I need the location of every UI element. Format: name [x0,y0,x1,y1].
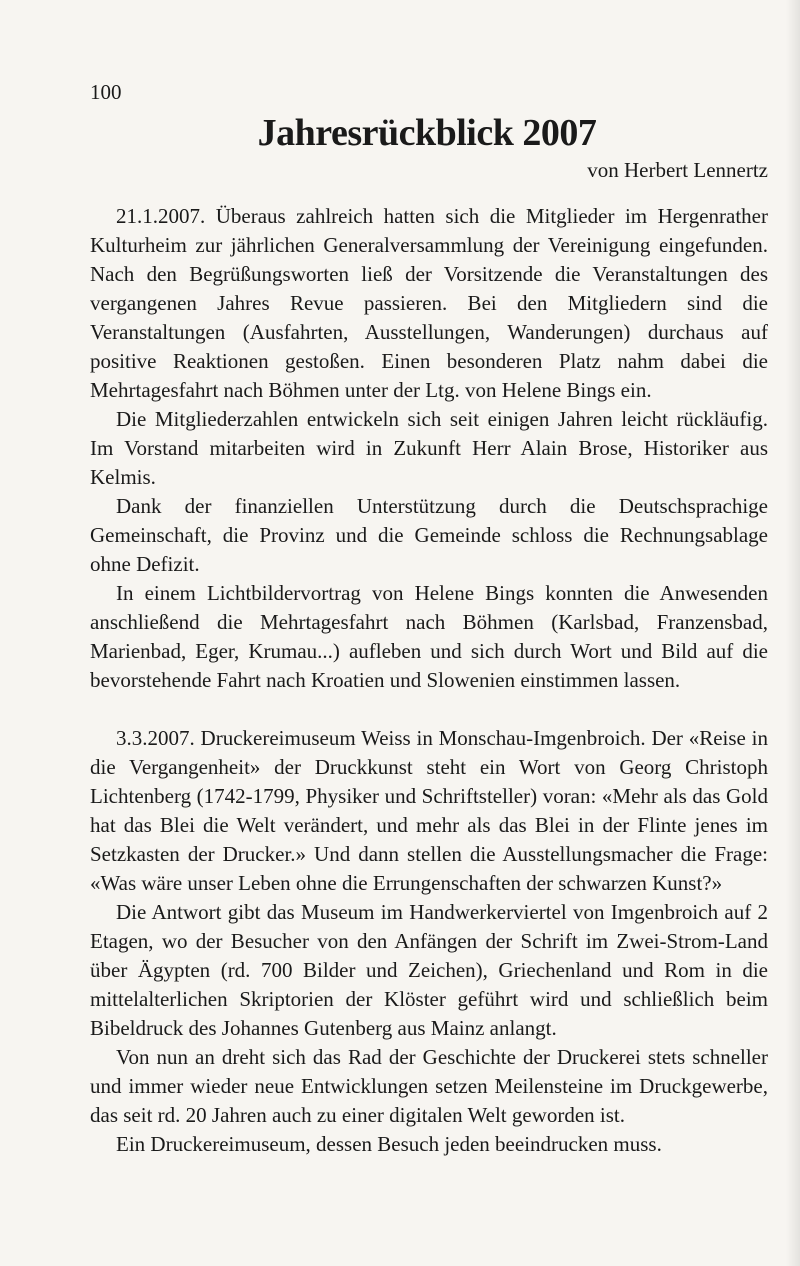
page-edge-shadow [786,0,800,1266]
paragraph: Von nun an dreht sich das Rad der Geschichte der Druckerei stets schneller und immer wieder neue Entwicklungen setzen Meilensteine im Druckgewerbe, das seit rd. 20 Jahren auch zu einer digitalen Welt geworden ist. [90,1045,768,1127]
article-body [90,202,768,1159]
paragraph: In einem Lichtbildervortrag von Helene Bings konnten die Anwesenden anschließend die Mehrtagesfahrt nach Böhmen (Karlsbad, Franzensbad, Marienbad, Eger, Krumau...) aufleben und sich durch Wort und Bild auf die bevorstehende Fahrt nach Kroatien und Slowenien einstimmen lassen. [90,581,768,692]
paragraph: Dank der finanziellen Unterstützung durch die Deutschsprachige Gemeinschaft, die Provinz und die Gemeinde schloss die Rechnungsablage ohne Defizit. [90,494,768,576]
paragraph: 3.3.2007. Druckereimuseum Weiss in Monschau-Imgenbroich. Der «Reise in die Vergangenheit» der Druckkunst steht ein Wort von Georg Christoph Lichtenberg (1742-1799, Physiker und Schriftsteller) voran: «Mehr als das Gold hat das Blei die Welt verändert, und mehr als das Blei in der Flinte jenes im Setzkasten der Drucker.» Und dann stellen die Ausstellungsmacher die Frage: «Was wäre unser Leben ohne die Errungenschaften der schwarzen Kunst?» [90,726,768,895]
page-number: 100 [90,80,122,104]
paragraph: Die Antwort gibt das Museum im Handwerkerviertel von Imgenbroich auf 2 Etagen, wo der Besucher von den Anfängen der Schrift im Zwei-Strom-Land über Ägypten (rd. 700 Bilder und Zeichen), Griechenland und Rom in die mittelalterlichen Skriptorien der Klöster geführt wird und schließlich beim Bibeldruck des Johannes Gutenberg aus Mainz anlangt. [90,900,768,1040]
article-title: Jahresrückblick 2007 [257,112,597,154]
paragraph: 21.1.2007. Überaus zahlreich hatten sich die Mitglieder im Hergenrather Kulturheim zur jährlichen Generalversammlung der Vereinigung eingefunden. Nach den Begrüßungsworten ließ der Vorsitzende die Veranstaltungen des vergangenen Jahres Revue passieren. Bei den Mitgliedern sind die Veranstaltungen (Ausfahrten, Ausstellungen, Wanderungen) durchaus auf positive Reaktionen gestoßen. Einen besonderen Platz nahm dabei die Mehrtagesfahrt nach Böhmen unter der Ltg. von Helene Bings ein. [90,204,768,402]
paragraph: Ein Druckereimuseum, dessen Besuch jeden beeindrucken muss. [116,1132,662,1156]
paragraph: Die Mitgliederzahlen entwickeln sich seit einigen Jahren leicht rückläufig. Im Vorstand mitarbeiten wird in Zukunft Herr Alain Brose, Historiker aus Kelmis. [90,407,768,489]
article-author: von Herbert Lennertz [587,158,768,182]
